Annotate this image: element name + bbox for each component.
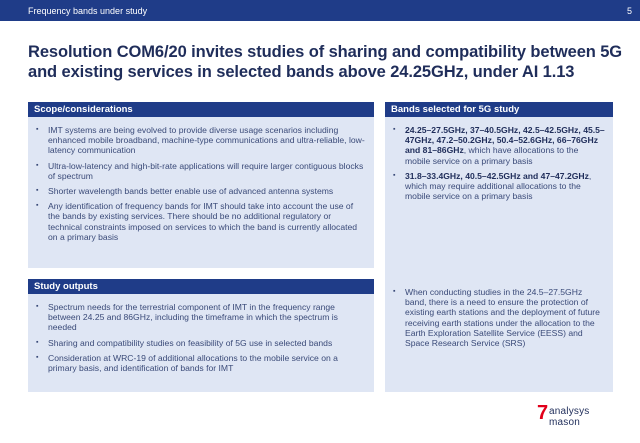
logo-line-2: mason	[549, 417, 581, 428]
bands-item	[391, 171, 605, 202]
bands-item-text: , which may require additional allocations to the mobile service on a primary basis	[405, 170, 592, 202]
outputs-item: ▪ Sharing and compatibility studies on feasibility of 5G use in selected bands	[34, 338, 366, 348]
outputs-heading	[28, 279, 374, 294]
slide-title: Resolution COM6/20 invites studies of sharing and compatibility between 5G and existing services in selected bands above 24.25GHz, under AI 1.13	[28, 43, 623, 81]
company-logo	[537, 403, 617, 433]
bands-panel	[385, 117, 613, 392]
outputs-panel	[28, 294, 374, 392]
bands-item-bold: 31.8–33.4GHz, 40.5–42.5GHz and 47–47.2GHz	[405, 170, 589, 181]
scope-heading	[28, 102, 374, 117]
scope-item: ▪ Any identification of frequency bands for IMT should take into account the use of the bands by existing services. There should be no additional regulatory or technical constraints imposed on services to which the band is currently allocated on a primary basis	[34, 201, 366, 242]
logo-line-1: analysys	[549, 406, 590, 417]
scope-panel	[28, 117, 374, 268]
bands-item	[391, 125, 605, 166]
outputs-item: ▪ Consideration at WRC-19 of additional allocations to the mobile service on a primary basis, and identification of bands for IMT	[34, 353, 366, 373]
logo-mark-icon: 7	[537, 402, 549, 424]
bands-item-bold: 24.25–27.5GHz, 37–40.5GHz, 42.5–42.5GHz, 45.5–47GHz, 47.2–50.2GHz, 50.4–52.6GHz, 66–76GHz and 81–86GHz	[405, 125, 605, 156]
page-number: 5	[626, 5, 632, 16]
scope-item: ▪ IMT systems are being evolved to provide diverse usage scenarios including enhanced mobile broadband, machine-type communications and ultra-reliable, low-latency communication	[34, 125, 366, 156]
outputs-heading-label: Study outputs	[34, 281, 98, 292]
scope-heading-label: Scope/considerations	[34, 104, 133, 115]
scope-item: ▪ Shorter wavelength bands better enable use of advanced antenna systems	[34, 186, 366, 196]
outputs-item: ▪ Spectrum needs for the terrestrial component of IMT in the frequency range between 24.25 and 86GHz, including the timeframe in which the spectrum is needed	[34, 302, 366, 333]
section-title: Frequency bands under study	[28, 5, 148, 16]
bands-heading-label: Bands selected for 5G study	[391, 104, 520, 115]
bands-heading	[385, 102, 613, 117]
bands-item: ▪ When conducting studies in the 24.5–27.5GHz band, there is a need to ensure the protection of existing earth stations and the deployment of future receiving earth stations under the allocation to the Earth Exploration Satellite Service (EESS) and Space Research Service (SRS)	[391, 287, 605, 348]
scope-item: ▪ Ultra-low-latency and high-bit-rate applications will require larger contiguous blocks of spectrum	[34, 161, 366, 181]
top-bar	[0, 0, 640, 21]
bands-item-text: , which have allocations to the mobile service on a primary basis	[405, 145, 579, 166]
